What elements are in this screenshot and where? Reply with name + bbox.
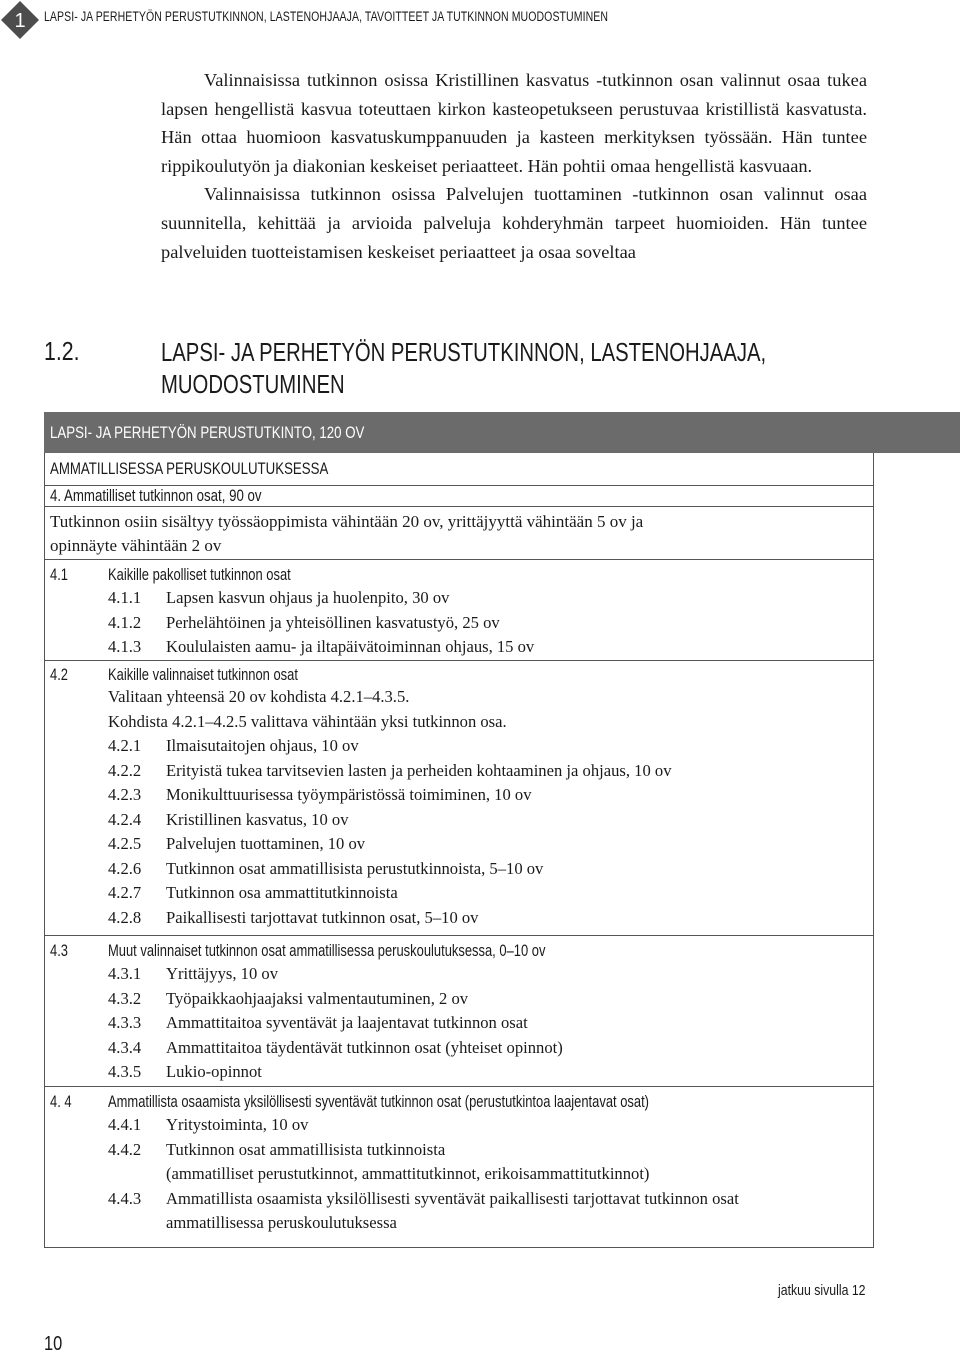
table-body bbox=[44, 453, 874, 1248]
item-text: Monikulttuurisessa työympäristössä toimiminen, 10 ov bbox=[166, 785, 532, 804]
item-text: Ammattitaitoa täydentävät tutkinnon osat (yhteiset opinnot) bbox=[166, 1037, 563, 1057]
item-number: 4.2.6 bbox=[108, 858, 142, 878]
group-number: 4. 4 bbox=[50, 1092, 72, 1111]
intro-paragraph: Valinnaisissa tutkinnon osissa Kristillinen kasvatus -tutkinnon osan valinnut osaa tukea lapsen hengellistä kasvua toteuttaen kirkon kasteopetukseen perustuvaa kristillistä kasvatusta. Hän ottaa huomioon kasvatuskumppanuuden ja kasteen merkityksen työssään. Hän tuntee rippikoulutyön ja diakonian keskeiset periaatteet. Hän pohtii omaa hengellistä kasvuaan. bbox=[161, 70, 867, 176]
group-heading bbox=[45, 560, 873, 588]
item-text: Palvelujen tuottaminen, 10 ov bbox=[166, 834, 366, 853]
table-subtitle: AMMATILLISESSA PERUSKOULUTUKSESSA bbox=[50, 459, 329, 478]
list-item bbox=[45, 761, 873, 786]
list-item bbox=[45, 834, 873, 859]
group-title: Ammatillista osaamista yksilöllisesti syventävät tutkinnon osat (perustutkintoa laajentavat osat) bbox=[108, 1092, 649, 1111]
item-number: 4.2.5 bbox=[108, 834, 142, 853]
list-item bbox=[45, 613, 873, 638]
item-text: Lukio-opinnot bbox=[166, 1062, 262, 1081]
table-row bbox=[45, 453, 873, 485]
list-item bbox=[45, 637, 873, 662]
item-text: Tutkinnon osat ammatillisista tutkinnoista bbox=[166, 1139, 446, 1159]
qualification-table bbox=[44, 412, 960, 1246]
list-item-continuation bbox=[45, 1213, 873, 1238]
section-title bbox=[161, 336, 863, 400]
list-item bbox=[45, 989, 873, 1014]
item-number: 4.4.1 bbox=[108, 1115, 142, 1134]
item-number: 4.1.1 bbox=[108, 588, 142, 607]
intro-text bbox=[161, 66, 867, 266]
item-text: Työpaikkaohjaajaksi valmentautuminen, 2 ov bbox=[166, 988, 469, 1008]
item-number: 4.2.1 bbox=[108, 736, 142, 755]
group-heading bbox=[45, 936, 873, 964]
list-item bbox=[45, 810, 873, 835]
table-title: LAPSI- JA PERHETYÖN PERUSTUTKINTO, 120 OV bbox=[50, 423, 365, 442]
page-number: 10 bbox=[44, 1333, 63, 1355]
chapter-number: 1 bbox=[14, 10, 26, 32]
group-title: Muut valinnaiset tutkinnon osat ammatillisessa peruskoulutuksessa, 0–10 ov bbox=[108, 941, 546, 960]
item-number: 4.2.8 bbox=[108, 907, 142, 927]
table-title-bar bbox=[44, 412, 960, 453]
item-number: 4.1.2 bbox=[108, 612, 142, 632]
list-item-continuation bbox=[45, 1164, 873, 1189]
item-text: Paikallisesti tarjottavat tutkinnon osat, 5–10 ov bbox=[166, 907, 479, 927]
table-row bbox=[45, 485, 873, 506]
item-number: 4.2.7 bbox=[108, 883, 142, 902]
table-row-4-2 bbox=[45, 660, 873, 935]
item-text: Tutkinnon osat ammatillisista perustutkinnoista, 5–10 ov bbox=[166, 858, 544, 878]
list-item bbox=[45, 859, 873, 884]
heading-4: 4. Ammatilliset tutkinnon osat, 90 ov bbox=[50, 486, 262, 505]
item-text: Kohdista 4.2.1–4.2.5 valittava vähintään yksi tutkinnon osa. bbox=[108, 711, 507, 731]
table-row-4-1 bbox=[45, 559, 873, 660]
list-item bbox=[45, 1013, 873, 1038]
item-text: Valitaan yhteensä 20 ov kohdista 4.2.1–4.3.5. bbox=[108, 687, 410, 706]
item-text: Ilmaisutaitojen ohjaus, 10 ov bbox=[166, 736, 359, 755]
list-item bbox=[45, 1038, 873, 1063]
group-heading bbox=[45, 1087, 873, 1115]
section-title-line: MUODOSTUMINEN bbox=[161, 369, 345, 399]
table-row-4-3 bbox=[45, 935, 873, 1086]
item-number: 4.3.1 bbox=[108, 964, 142, 983]
list-item bbox=[45, 588, 873, 613]
item-number: 4.3.5 bbox=[108, 1062, 142, 1081]
item-text: Lapsen kasvun ohjaus ja huolenpito, 30 ov bbox=[166, 588, 450, 607]
chapter-badge bbox=[0, 0, 40, 40]
item-number: 4.3.2 bbox=[108, 988, 142, 1008]
group-number: 4.3 bbox=[50, 941, 69, 960]
item-text: ammatillisessa peruskoulutuksessa bbox=[166, 1213, 397, 1232]
table-note-line: Tutkinnon osiin sisältyy työssäoppimista vähintään 20 ov, yrittäjyyttä vähintään 5 ov ja bbox=[50, 512, 644, 531]
item-number: 4.2.3 bbox=[108, 785, 142, 804]
item-text: Koululaisten aamu- ja iltapäivätoiminnan ohjaus, 15 ov bbox=[166, 637, 535, 656]
item-text: Yrittäjyys, 10 ov bbox=[166, 964, 278, 983]
list-item bbox=[45, 785, 873, 810]
continues-note: jatkuu sivulla 12 bbox=[778, 1282, 866, 1299]
intro-paragraph: Valinnaisissa tutkinnon osissa Palvelujen tuottaminen -tutkinnon osan valinnut osaa suunnitella, kehittää ja arvioida palveluja kohderyhmän tarpeet huomioiden. Hän tuntee palveluiden tuotteistamisen keskeiset periaatteet ja osaa soveltaa bbox=[161, 184, 867, 262]
group-title: Kaikille pakolliset tutkinnon osat bbox=[108, 565, 291, 584]
item-number: 4.1.3 bbox=[108, 637, 142, 656]
table-note-line: opinnäyte vähintään 2 ov bbox=[50, 536, 222, 555]
item-text: (ammatilliset perustutkinnot, ammattitutkinnot, erikoisammattitutkinnot) bbox=[166, 1164, 650, 1183]
item-text: Ammatillista osaamista yksilöllisesti syventävät paikallisesti tarjottavat tutkinnon osat bbox=[166, 1188, 739, 1208]
table-row-4-4 bbox=[45, 1086, 873, 1247]
table-note bbox=[50, 510, 643, 558]
table-row bbox=[45, 506, 873, 559]
list-item bbox=[45, 736, 873, 761]
list-item bbox=[45, 908, 873, 933]
item-number: 4.3.4 bbox=[108, 1037, 142, 1057]
running-header: LAPSI- JA PERHETYÖN PERUSTUTKINNON, LASTENOHJAAJA, TAVOITTEET JA TUTKINNON MUODOSTUMINEN bbox=[44, 9, 609, 24]
item-number: 4.4.3 bbox=[108, 1188, 142, 1208]
group-number: 4.1 bbox=[50, 565, 69, 584]
item-text: Kristillinen kasvatus, 10 ov bbox=[166, 809, 349, 829]
group-number: 4.2 bbox=[50, 665, 69, 684]
group-note bbox=[45, 687, 873, 712]
item-number: 4.2.2 bbox=[108, 760, 142, 780]
item-text: Yritystoiminta, 10 ov bbox=[166, 1115, 309, 1134]
item-text: Tutkinnon osa ammattitutkinnoista bbox=[166, 883, 398, 902]
list-item bbox=[45, 1189, 873, 1214]
item-text: Erityistä tukea tarvitsevien lasten ja perheiden kohtaaminen ja ohjaus, 10 ov bbox=[166, 760, 672, 780]
group-title: Kaikille valinnaiset tutkinnon osat bbox=[108, 665, 298, 684]
group-note bbox=[45, 712, 873, 737]
section-title-line: LAPSI- JA PERHETYÖN PERUSTUTKINNON, LASTENOHJAAJA, bbox=[161, 337, 767, 367]
list-item bbox=[45, 1140, 873, 1165]
list-item bbox=[45, 883, 873, 908]
item-number: 4.4.2 bbox=[108, 1139, 142, 1159]
item-number: 4.2.4 bbox=[108, 809, 142, 829]
list-item bbox=[45, 1115, 873, 1140]
item-text: Ammattitaitoa syventävät ja laajentavat tutkinnon osat bbox=[166, 1013, 528, 1032]
list-item bbox=[45, 964, 873, 989]
section-number: 1.2. bbox=[44, 336, 80, 366]
item-number: 4.3.3 bbox=[108, 1013, 142, 1032]
group-heading bbox=[45, 661, 873, 687]
item-text: Perhelähtöinen ja yhteisöllinen kasvatustyö, 25 ov bbox=[166, 612, 500, 632]
list-item bbox=[45, 1062, 873, 1087]
